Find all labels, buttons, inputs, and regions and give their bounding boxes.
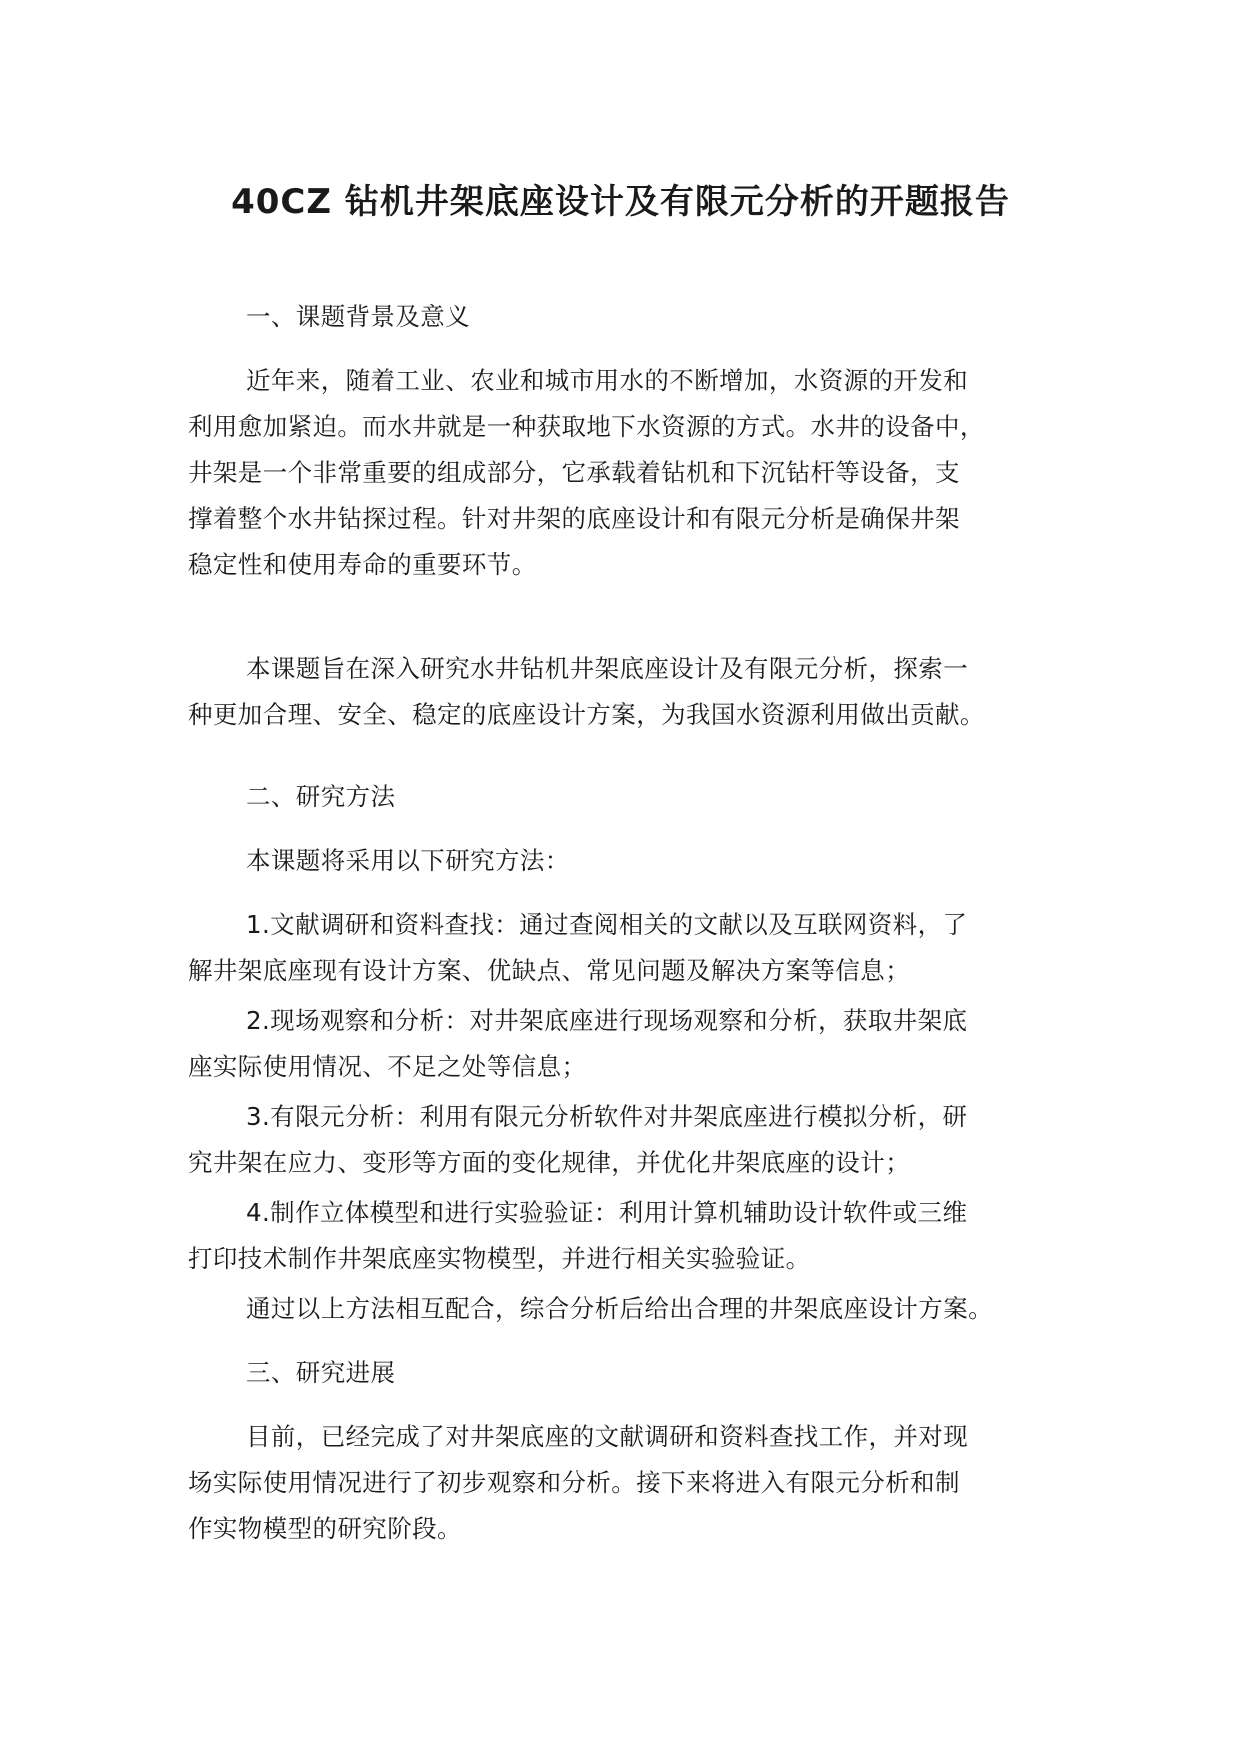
paragraph-line: 3.有限元分析：利用有限元分析软件对井架底座进行模拟分析，研 [246,1102,968,1131]
paragraph [188,1414,968,1552]
heading-text: 一、课题背景及意义 [246,302,471,331]
paragraph [188,1094,967,1186]
paragraph-line: 近年来，随着工业、农业和城市用水的不断增加，水资源的开发和 [246,366,969,395]
paragraph [188,998,967,1090]
paragraph [188,1286,993,1332]
paragraph-line: 解井架底座现有设计方案、优缺点、常见问题及解决方案等信息； [188,956,911,985]
paragraph-line: 场实际使用情况进行了初步观察和分析。接下来将进入有限元分析和制 [188,1468,960,1497]
paragraph [188,902,967,994]
paragraph-line: 种更加合理、安全、稳定的底座设计方案，为我国水资源利用做出贡献。 [188,700,985,729]
section-heading [188,774,395,820]
paragraph-line: 究井架在应力、变形等方面的变化规律，并优化井架底座的设计； [188,1148,911,1177]
paragraph-line: 1.文献调研和资料查找：通过查阅相关的文献以及互联网资料，了 [246,910,968,939]
paragraph-line: 座实际使用情况、不足之处等信息； [188,1052,587,1081]
paragraph-line: 打印技术制作井架底座实物模型，并进行相关实验验证。 [188,1244,811,1273]
paragraph [188,1190,967,1282]
paragraph-line: 利用愈加紧迫。而水井就是一种获取地下水资源的方式。水井的设备中， [188,412,985,441]
paragraph [188,358,985,588]
paragraph-line: 本课题旨在深入研究水井钻机井架底座设计及有限元分析，探索一 [246,654,969,683]
heading-text: 三、研究进展 [246,1358,396,1387]
paragraph-line: 通过以上方法相互配合，综合分析后给出合理的井架底座设计方案。 [246,1294,993,1323]
section-heading [188,1350,395,1396]
paragraph-line: 本课题将采用以下研究方法： [246,846,570,875]
paragraph-line: 2.现场观察和分析：对井架底座进行现场观察和分析，获取井架底 [246,1006,968,1035]
paragraph-line: 目前，已经完成了对井架底座的文献调研和资料查找工作，并对现 [246,1422,969,1451]
paragraph-line: 井架是一个非常重要的组成部分，它承载着钻机和下沉钻杆等设备，支 [188,458,960,487]
heading-text: 二、研究方法 [246,782,396,811]
document-title: 40CZ 钻机井架底座设计及有限元分析的开题报告 [231,182,1010,222]
paragraph-line: 撑着整个水井钻探过程。针对井架的底座设计和有限元分析是确保井架 [188,504,960,533]
paragraph-line: 作实物模型的研究阶段。 [188,1514,462,1543]
paragraph [188,646,985,738]
paragraph-line: 稳定性和使用寿命的重要环节。 [188,550,537,579]
paragraph [188,838,570,884]
paragraph-line: 4.制作立体模型和进行实验验证：利用计算机辅助设计软件或三维 [246,1198,968,1227]
section-heading [188,294,470,340]
